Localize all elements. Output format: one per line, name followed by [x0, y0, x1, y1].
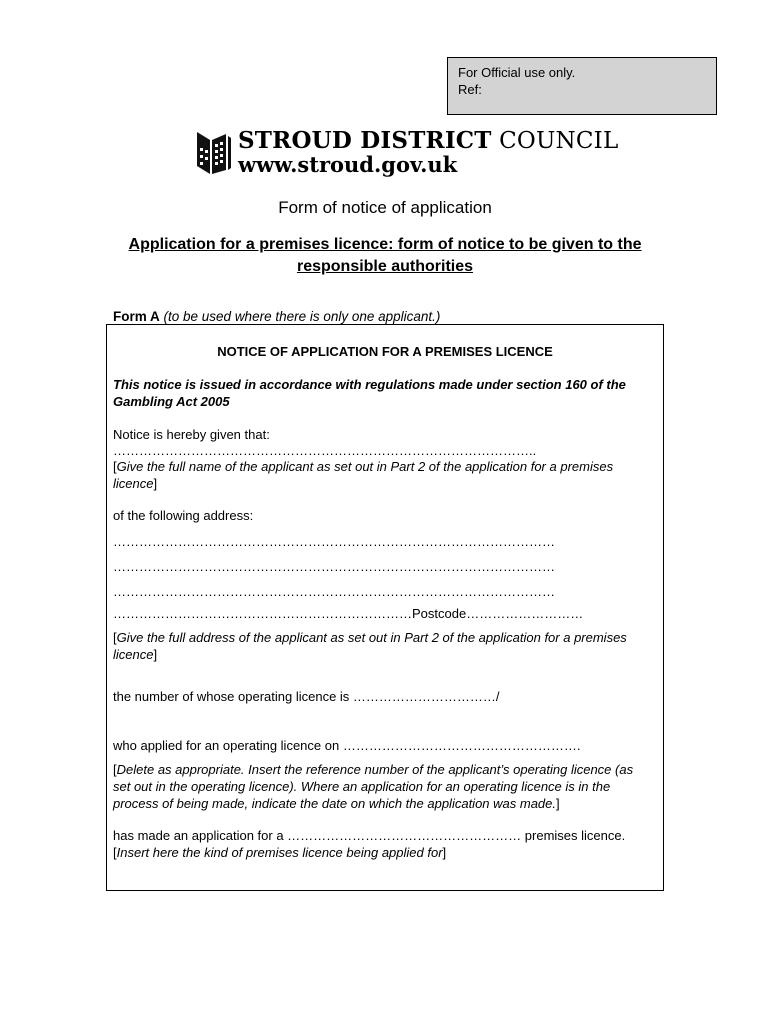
applicant-name-field: ……………………………………………………………………………………..	[113, 443, 537, 458]
council-website: www.stroud.gov.uk	[238, 152, 458, 177]
bracket-close: ]	[153, 647, 158, 662]
document-title: Form of notice of application	[278, 198, 492, 217]
council-name-bold: STROUD DISTRICT	[238, 127, 492, 154]
bracket-close: ]	[442, 845, 447, 860]
delete-hint	[113, 761, 653, 812]
premises-licence-kind: has made an application for a ……………………………………………… premises licence.	[113, 828, 626, 843]
premises-kind-hint	[113, 844, 653, 861]
delete-hint-text: Delete as appropriate. Insert the reference number of the applicant’s operating licence (as set out in the operating licence). Where an application for an operating licence is in the process of being made, indicate the date on which the application was made.	[113, 762, 634, 811]
official-use-label: For Official use only.	[458, 65, 576, 80]
bracket-open: [	[113, 459, 117, 474]
bracket-open: [	[113, 845, 117, 860]
council-name	[238, 128, 618, 154]
notice-heading: NOTICE OF APPLICATION FOR A PREMISES LICENCE	[217, 344, 553, 359]
address-hint-text: Give the full address of the applicant as set out in Part 2 of the application for a premises licence	[113, 630, 627, 662]
form-name: Form A	[113, 309, 160, 324]
address-line-2: …………………………………………………………………………………………	[113, 559, 555, 574]
document-heading: Application for a premises licence: form of notice to be given to the responsible authorities	[128, 236, 642, 275]
address-label: of the following address:	[113, 508, 254, 523]
official-ref-label: Ref:	[458, 82, 482, 97]
address-line-4-postcode: ……………………………………………………………Postcode………………………	[113, 606, 584, 621]
applicant-name-hint-text: Give the full name of the applicant as set out in Part 2 of the application for a premises licence	[113, 459, 614, 491]
bracket-open: [	[113, 762, 117, 777]
given-that-label: Notice is hereby given that:	[113, 427, 270, 442]
applicant-name-hint	[113, 458, 653, 492]
address-hint	[113, 629, 653, 663]
council-logo	[196, 127, 619, 180]
council-name-regular: COUNCIL	[491, 128, 619, 154]
form-note: (to be used where there is only one applicant.)	[163, 309, 441, 324]
regulation-statement: This notice is issued in accordance with regulations made under section 160 of the Gambling Act 2005	[113, 377, 626, 409]
bracket-open: [	[113, 630, 117, 645]
bracket-close: ]	[153, 476, 158, 491]
bracket-close: ]	[556, 796, 560, 811]
operating-licence-applied-date: who applied for an operating licence on ……………………………………………….	[113, 738, 581, 753]
premises-kind-hint-text: Insert here the kind of premises licence being applied for	[116, 845, 443, 860]
official-use-box	[447, 57, 717, 115]
operating-licence-number: the number of whose operating licence is ……………………………/	[113, 689, 500, 704]
address-line-3: …………………………………………………………………………………………	[113, 584, 555, 599]
address-line-1: …………………………………………………………………………………………	[113, 534, 555, 549]
council-crest-icon	[196, 130, 232, 176]
